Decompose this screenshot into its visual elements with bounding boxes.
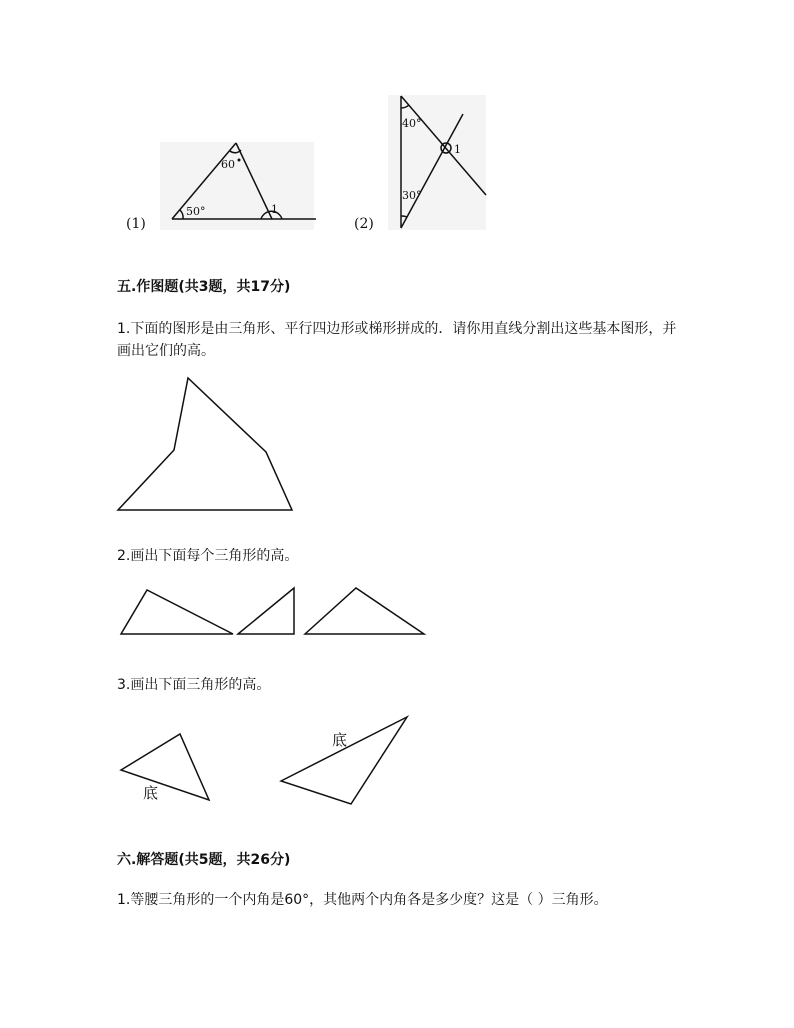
figure-2-label: (2) xyxy=(354,216,374,232)
section-5-title: 五.作图题(共3题，共17分) xyxy=(117,279,291,295)
composite-polygon xyxy=(118,378,292,510)
figure-1-angle-top: 60 xyxy=(221,158,235,171)
section-5-question-2: 2.画出下面每个三角形的高。 xyxy=(117,548,299,564)
section-6-question-1: 1.等腰三角形的一个内角是60°，其他两个内角各是多少度？这是（ ）三角形。 xyxy=(117,892,608,908)
section-5-question-1: 1.下面的图形是由三角形、平行四边形或梯形拼成的．请你用直线分割出这些基本图形，并画出它们的高。 xyxy=(117,321,677,359)
figure-1-label: (1) xyxy=(126,216,146,232)
figure-2-angle-top: 40° xyxy=(402,117,422,130)
triangle-q2-right-angle xyxy=(238,588,294,634)
base-label-left: 底 xyxy=(143,784,159,802)
figure-1-angle-exterior: 1 xyxy=(271,203,278,216)
figure-2-angle-cross: 1 xyxy=(454,143,461,156)
triangle-q2-left xyxy=(121,590,233,634)
triangle-q2-obtuse xyxy=(305,588,424,634)
section-6-title: 六.解答题(共5题，共26分) xyxy=(117,852,291,868)
figure-1-angle-left: 50° xyxy=(186,205,206,218)
figure-2-angle-bottom: 30° xyxy=(402,189,422,202)
triangle-q3-left xyxy=(121,734,209,800)
figure-2-lines xyxy=(401,96,486,228)
section-5-question-3: 3.画出下面三角形的高。 xyxy=(117,677,271,693)
base-label-right: 底 xyxy=(332,731,348,749)
